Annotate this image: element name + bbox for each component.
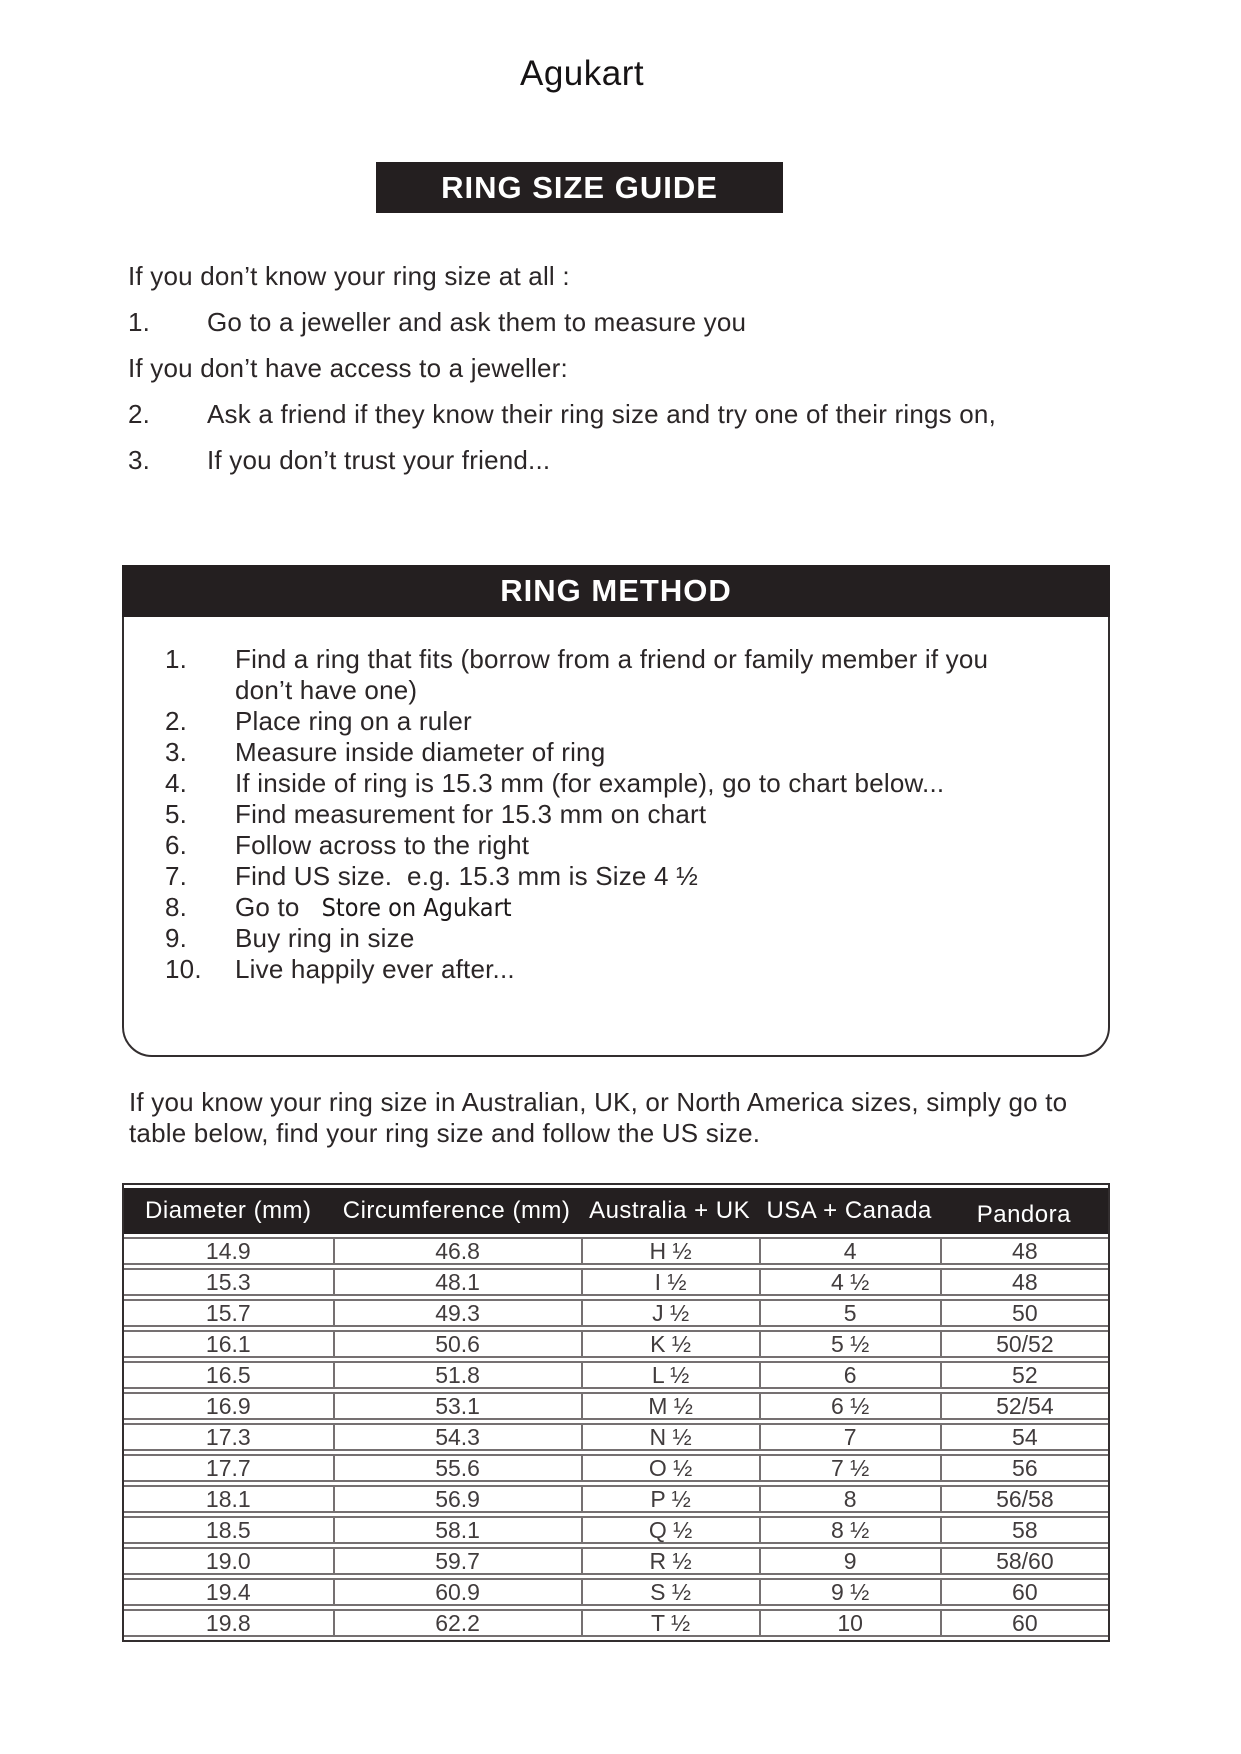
cell-australia-uk: P ½ <box>581 1485 759 1513</box>
size-table-container <box>122 1183 1110 1642</box>
step-text: Go to a jeweller and ask them to measure you <box>207 307 747 337</box>
cell-australia-uk: T ½ <box>581 1609 759 1637</box>
intro-step-2 <box>128 401 1088 428</box>
table-row <box>124 1330 1108 1358</box>
cell-australia-uk: O ½ <box>581 1454 759 1482</box>
cell-pandora: 60 <box>940 1609 1108 1637</box>
table-row <box>124 1547 1108 1575</box>
cell-circumference: 58.1 <box>333 1516 581 1544</box>
column-header-diameter <box>124 1188 333 1234</box>
cell-circumference: 59.7 <box>333 1547 581 1575</box>
step-number: 10. <box>165 954 202 984</box>
step-text: Find a ring that fits (borrow from a friend or family member if you don’t have one) <box>235 644 996 705</box>
table-row <box>124 1237 1108 1265</box>
method-step <box>165 644 1078 706</box>
ring-method-banner-label: RING METHOD <box>500 573 732 608</box>
step-text: If you don’t trust your friend... <box>207 445 551 475</box>
ring-method-steps <box>124 644 1108 985</box>
ring-method-box <box>122 565 1110 1057</box>
column-header-pandora <box>940 1188 1108 1234</box>
cell-usa-canada: 5 <box>759 1299 940 1327</box>
column-header-australia-uk <box>581 1188 759 1234</box>
cell-diameter: 16.9 <box>124 1392 333 1420</box>
cell-pandora: 58/60 <box>940 1547 1108 1575</box>
intro-step-1 <box>128 309 1088 336</box>
method-step <box>165 954 1078 985</box>
cell-usa-canada: 10 <box>759 1609 940 1637</box>
step-number: 4. <box>165 768 188 798</box>
cell-diameter: 15.7 <box>124 1299 333 1327</box>
intro-text-1: If you don’t know your ring size at all : <box>128 261 570 291</box>
cell-usa-canada: 8 <box>759 1485 940 1513</box>
step-text: Ask a friend if they know their ring size and try one of their rings on, <box>207 399 997 429</box>
cell-circumference: 62.2 <box>333 1609 581 1637</box>
ring-size-guide-banner <box>376 162 783 213</box>
cell-circumference: 55.6 <box>333 1454 581 1482</box>
cell-circumference: 46.8 <box>333 1237 581 1265</box>
page-title: Agukart <box>520 54 645 93</box>
cell-diameter: 19.8 <box>124 1609 333 1637</box>
cell-pandora: 50/52 <box>940 1330 1108 1358</box>
cell-usa-canada: 9 <box>759 1547 940 1575</box>
cell-australia-uk: H ½ <box>581 1237 759 1265</box>
step-number: 2. <box>128 399 151 429</box>
cell-australia-uk: I ½ <box>581 1268 759 1296</box>
cell-circumference: 48.1 <box>333 1268 581 1296</box>
cell-diameter: 17.3 <box>124 1423 333 1451</box>
cell-pandora: 60 <box>940 1578 1108 1606</box>
cell-circumference: 60.9 <box>333 1578 581 1606</box>
table-row <box>124 1485 1108 1513</box>
cell-australia-uk: Q ½ <box>581 1516 759 1544</box>
cell-pandora: 54 <box>940 1423 1108 1451</box>
cell-usa-canada: 7 ½ <box>759 1454 940 1482</box>
cell-usa-canada: 8 ½ <box>759 1516 940 1544</box>
method-step <box>165 861 1078 892</box>
method-step <box>165 923 1078 954</box>
cell-pandora: 48 <box>940 1237 1108 1265</box>
step-text: Buy ring in size <box>235 923 415 953</box>
cell-usa-canada: 4 <box>759 1237 940 1265</box>
method-step <box>165 706 1078 737</box>
cell-australia-uk: S ½ <box>581 1578 759 1606</box>
cell-pandora: 52/54 <box>940 1392 1108 1420</box>
cell-australia-uk: M ½ <box>581 1392 759 1420</box>
column-header-label: USA + Canada <box>766 1197 932 1224</box>
intro-step-3 <box>128 447 1088 474</box>
cell-australia-uk: K ½ <box>581 1330 759 1358</box>
cell-australia-uk: N ½ <box>581 1423 759 1451</box>
cell-pandora: 56 <box>940 1454 1108 1482</box>
step-number: 5. <box>165 799 188 829</box>
table-row <box>124 1299 1108 1327</box>
ring-method-banner <box>122 565 1110 617</box>
cell-australia-uk: R ½ <box>581 1547 759 1575</box>
ring-size-guide-banner-label: RING SIZE GUIDE <box>441 169 718 205</box>
cell-diameter: 19.0 <box>124 1547 333 1575</box>
table-header-row <box>124 1188 1108 1234</box>
step-number: 9. <box>165 923 188 953</box>
step-number: 7. <box>165 861 188 891</box>
step-text: If inside of ring is 15.3 mm (for example), go to chart below... <box>235 768 945 798</box>
cell-pandora: 58 <box>940 1516 1108 1544</box>
cell-diameter: 18.5 <box>124 1516 333 1544</box>
step-text: Go to <box>235 892 300 922</box>
table-row <box>124 1609 1108 1637</box>
column-header-usa-canada <box>759 1188 940 1234</box>
cell-circumference: 56.9 <box>333 1485 581 1513</box>
method-step <box>165 737 1078 768</box>
cell-circumference: 51.8 <box>333 1361 581 1389</box>
step-text: Measure inside diameter of ring <box>235 737 606 767</box>
column-header-circumference <box>333 1188 581 1234</box>
method-step <box>165 799 1078 830</box>
table-row <box>124 1392 1108 1420</box>
cell-pandora: 52 <box>940 1361 1108 1389</box>
cell-diameter: 16.5 <box>124 1361 333 1389</box>
intro-section <box>128 263 1088 493</box>
step-text: Follow across to the right <box>235 830 530 860</box>
step-text: Find US size. e.g. 15.3 mm is Size 4 ½ <box>235 861 698 891</box>
cell-australia-uk: L ½ <box>581 1361 759 1389</box>
step-text: Find measurement for 15.3 mm on chart <box>235 799 707 829</box>
column-header-label: Circumference (mm) <box>342 1197 571 1224</box>
cell-pandora: 56/58 <box>940 1485 1108 1513</box>
column-header-label: Diameter (mm) <box>145 1197 312 1224</box>
column-header-label: Australia + UK <box>589 1197 751 1224</box>
cell-usa-canada: 6 ½ <box>759 1392 940 1420</box>
table-row <box>124 1423 1108 1451</box>
cell-circumference: 53.1 <box>333 1392 581 1420</box>
step-number: 1. <box>128 307 151 337</box>
step-number: 2. <box>165 706 188 736</box>
ring-size-table <box>122 1183 1110 1642</box>
cell-usa-canada: 9 ½ <box>759 1578 940 1606</box>
cell-diameter: 16.1 <box>124 1330 333 1358</box>
store-link[interactable]: Store on Agukart <box>321 893 512 922</box>
table-row <box>124 1516 1108 1544</box>
cell-usa-canada: 7 <box>759 1423 940 1451</box>
cell-circumference: 54.3 <box>333 1423 581 1451</box>
table-intro-paragraph: If you know your ring size in Australian, UK, or North America sizes, simply go to table below, find your ring size and follow the US size. <box>129 1087 1068 1148</box>
cell-australia-uk: J ½ <box>581 1299 759 1327</box>
step-text: Live happily ever after... <box>235 954 515 984</box>
table-row <box>124 1361 1108 1389</box>
table-row <box>124 1268 1108 1296</box>
cell-circumference: 50.6 <box>333 1330 581 1358</box>
step-number: 8. <box>165 892 188 922</box>
cell-pandora: 50 <box>940 1299 1108 1327</box>
cell-pandora: 48 <box>940 1268 1108 1296</box>
cell-diameter: 18.1 <box>124 1485 333 1513</box>
cell-usa-canada: 6 <box>759 1361 940 1389</box>
method-step <box>165 768 1078 799</box>
column-header-label: Pandora <box>976 1201 1071 1228</box>
cell-circumference: 49.3 <box>333 1299 581 1327</box>
cell-diameter: 17.7 <box>124 1454 333 1482</box>
cell-usa-canada: 5 ½ <box>759 1330 940 1358</box>
step-number: 3. <box>165 737 188 767</box>
cell-diameter: 14.9 <box>124 1237 333 1265</box>
method-step <box>165 892 1078 923</box>
table-row <box>124 1454 1108 1482</box>
step-number: 1. <box>165 644 188 674</box>
step-number: 6. <box>165 830 188 860</box>
cell-diameter: 15.3 <box>124 1268 333 1296</box>
cell-usa-canada: 4 ½ <box>759 1268 940 1296</box>
intro-text-2: If you don’t have access to a jeweller: <box>128 353 568 383</box>
cell-diameter: 19.4 <box>124 1578 333 1606</box>
step-text: Place ring on a ruler <box>235 706 472 736</box>
table-row <box>124 1578 1108 1606</box>
method-step <box>165 830 1078 861</box>
step-number: 3. <box>128 445 151 475</box>
